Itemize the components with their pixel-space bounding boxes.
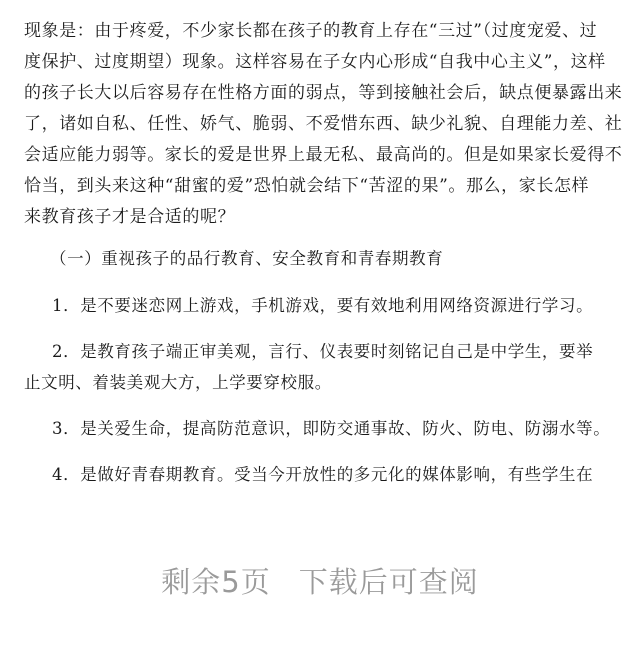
list-item-continuation: 止文明、着装美观大方，上学要穿校服。 — [24, 373, 332, 392]
list-item: 3．是关爱生命，提高防范意识，即防交通事故、防火、防电、防溺水等。 — [52, 419, 611, 438]
list-item: 2．是教育孩子端正审美观，言行、仪表要时刻铭记自己是中学生，要举 — [52, 342, 594, 361]
remaining-pages-label: 剩余5页 — [161, 565, 271, 599]
paragraph-line: 度保护、过度期望）现象。这样容易在子女内心形成“自我中心主义”，这样 — [24, 52, 606, 72]
paragraph-line: 来教育孩子才是合适的呢？ — [24, 207, 236, 227]
list-item: 4．是做好青春期教育。受当今开放性的多元化的媒体影响，有些学生在 — [52, 465, 594, 484]
paragraph-line: 的孩子长大以后容易存在性格方面的弱点，等到接触社会后，缺点便暴露出来 — [24, 83, 623, 103]
paragraph-line: 了，诸如自私、任性、娇气、脆弱、不爱惜东西、缺少礼貌、自理能力差、社 — [24, 114, 623, 134]
section-heading: （一）重视孩子的品行教育、安全教育和青春期教育 — [50, 249, 444, 268]
paragraph-line: 恰当，到头来这种“甜蜜的爱”恐怕就会结下“苦涩的果”。那么，家长怎样 — [24, 176, 590, 196]
download-to-view-link[interactable]: 下载后可查阅 — [298, 565, 479, 599]
paragraph-line: 现象是：由于疼爱，不少家长都在孩子的教育上存在“三过”（过度宠爱、过 — [24, 21, 598, 41]
download-prompt[interactable] — [0, 560, 640, 601]
list-item: 1．是不要迷恋网上游戏，手机游戏，要有效地利用网络资源进行学习。 — [52, 296, 594, 315]
paragraph-line: 会适应能力弱等。家长的爱是世界上最无私、最高尚的。但是如果家长爱得不 — [24, 145, 623, 165]
